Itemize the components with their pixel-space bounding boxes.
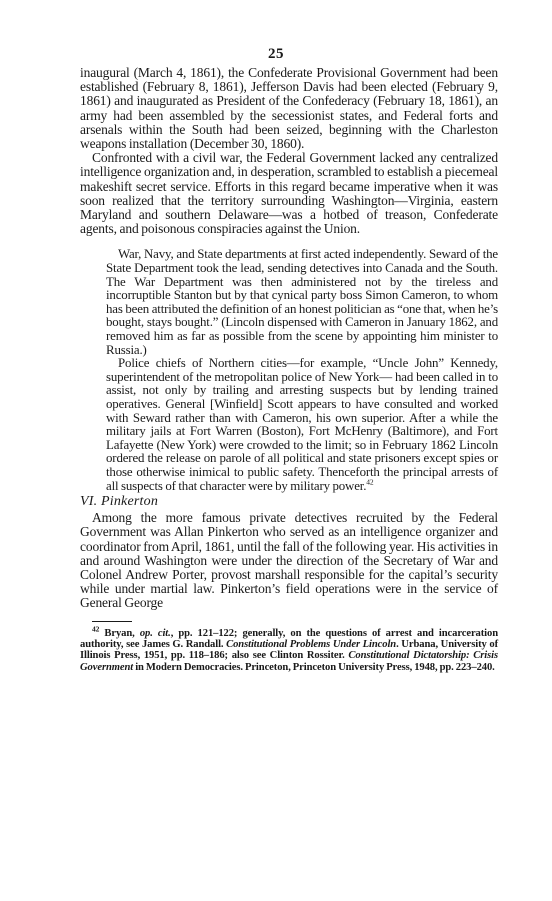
section-heading: VI. Pinkerton — [80, 494, 159, 510]
quote-paragraph-police-chiefs — [106, 357, 498, 493]
footnote-book-title-randall: Constitutional Problems Under Lincoln — [226, 638, 397, 650]
footnote-book-title-rossiter: Constitutional Dictatorship: Crisis Government — [80, 650, 498, 673]
footnote-op-cit: op. cit. — [139, 627, 171, 639]
paragraph-pinkerton: Among the more famous private detectives recruited by the Federal Government was Allan Pinkerton who served as an intelligence organizer and coordinator from April, 1861, until the fall of the following year. His activities in and around Washington were under the direction of the Secretary of War and Colonel Andrew Porter, provost marshall responsible for the capital’s security while under martial law. Pinkerton’s field operations were in the service of General George — [80, 510, 498, 611]
block-quote — [106, 248, 498, 493]
footnote-divider — [92, 621, 132, 622]
footnote-text: $^{42}$ Bryan, op. cit., pp. 121–122; generally, on the questions of arrest and incarceration authority, see James G. Randall. Constitutional Problems Under Lincoln. Urbana, University of Illinois Press, 1951, pp. 118–186; also see Clinton Rossiter. Constitutional Dictatorship: Crisis Government in Modern Democracies. Princeton, Princeton University Press, 1948, pp. 223–240. — [80, 624, 499, 673]
quote-paragraph-police-chiefs-text: Police chiefs of Northern cities—for example, “Uncle John” Kennedy, superintendent of the metropolitan police of New York— had been called in to assist, not only by trailing and arresting suspects but by lending trained operatives. General [Winfield] Scott appears to have consulted and worked with Seward rather than with Cameron, his own superior. After a while the military jails at Fort Warren (Boston), Fort McHenry (Baltimore), and Fort Lafayette (New York) were crowded to the limit; so in February 1862 Lincoln ordered the release on parole of all political and state prisoners except spies or those otherwise inimical to public safety. Thenceforth the principal arrests of all suspects of that character were by military power. — [106, 356, 498, 493]
footnote-reference: 42 — [366, 477, 374, 487]
body-text — [80, 66, 498, 673]
footnote — [80, 624, 499, 674]
paragraph-continuation: inaugural (March 4, 1861), the Confederate Provisional Government had been established (February 8, 1861), Jefferson Davis had been elected (February 9, 1861) and inaugurated as President of the Confederacy (February 18, 1861), an army had been assembled by the secessionist states, and Federal forts and arsenals within the South had been seized, beginning with the Charleston weapons installation (December 30, 1860). — [80, 65, 498, 152]
page-number: 25 — [268, 46, 284, 62]
footnote-marker: 42 — [92, 624, 100, 634]
paragraph-civil-war: Confronted with a civil war, the Federal Government lacked any centralized intelligence organization and, in desperation, scrambled to establish a piecemeal makeshift secret service. Efforts in this regard became imperative when it was soon realized that the territory surrounding Washington—Virginia, eastern Maryland and southern Delaware—was a hotbed of treason, Confederate agents, and poisonous conspiracies against the Union. — [80, 150, 498, 237]
quote-paragraph-departments: War, Navy, and State departments at first acted independently. Seward of the State Department took the lead, sending detectives into Canada and the South. The War Department was then administered not by the tireless and incorruptible Stanton but by that cynical party boss Simon Cameron, to whom has been attributed the definition of an honest politician as “one that, when he’s bought, stays bought.” (Lincoln dispensed with Cameron in January 1862, and removed him as far as possible from the scene by appointing him minister to Russia.) — [106, 247, 498, 357]
